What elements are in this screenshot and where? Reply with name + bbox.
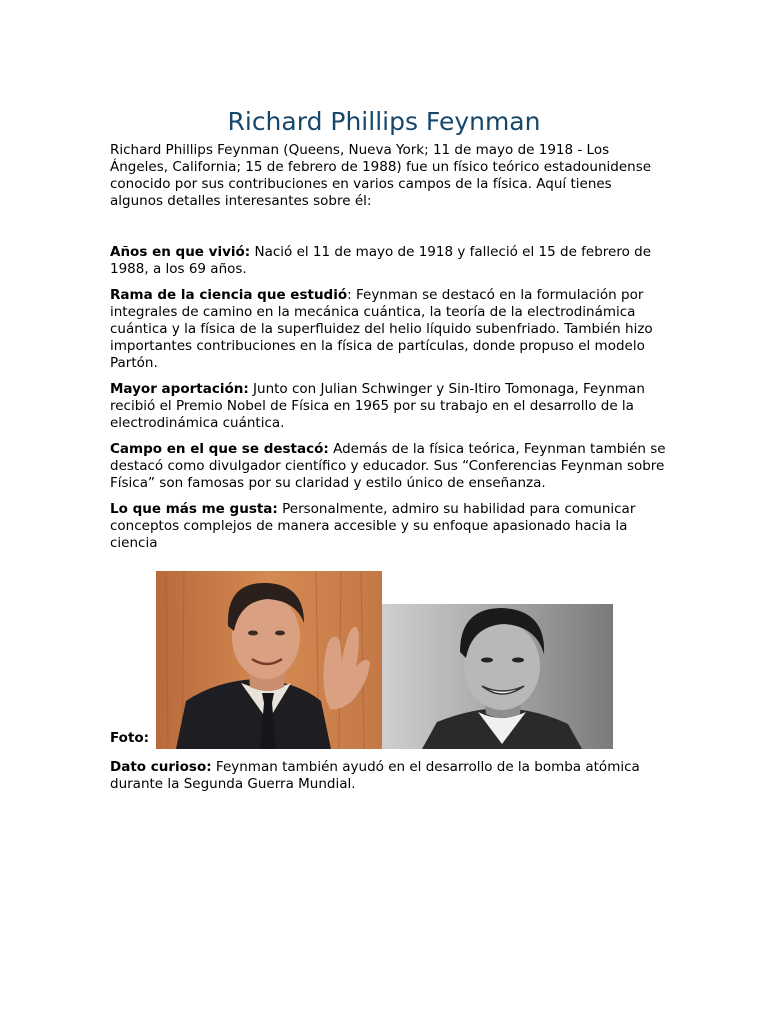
document-body — [110, 142, 666, 802]
section-favorite-text: Personalmente, admiro su habilidad para comunicar conceptos complejos de manera accesible y su enfoque apasionado hacia la ciencia — [110, 501, 636, 551]
photo-row — [110, 561, 666, 747]
fun-fact — [110, 759, 666, 793]
feynman-bw-photo-image — [382, 604, 613, 749]
feynman-color-photo — [156, 571, 382, 749]
photo-label: Foto: — [110, 730, 150, 746]
section-years-text: Nació el 11 de mayo de 1918 y falleció el 15 de febrero de 1988, a los 69 años. — [110, 244, 652, 277]
section-contribution — [110, 381, 666, 432]
section-branch-label: Rama de la ciencia que estudió — [110, 287, 348, 303]
section-branch-text: : Feynman se destacó en la formulación por integrales de camino en la mecánica cuántica, la teoría de la electrodinámica cuántica y la física de la superfluidez del helio líquido subenfriado. También hizo importantes contribuciones en la física de partículas, donde propuso el modelo Partón. — [110, 287, 653, 371]
section-field-label: Campo en el que se destacó: — [110, 441, 329, 457]
feynman-bw-photo — [382, 604, 613, 749]
section-years — [110, 244, 666, 278]
page-title: Richard Phillips Feynman — [227, 107, 541, 136]
section-contribution-label: Mayor aportación: — [110, 381, 249, 397]
section-favorite — [110, 501, 666, 552]
section-contribution-text: Junto con Julian Schwinger y Sin-Itiro Tomonaga, Feynman recibió el Premio Nobel de Física en 1965 por su trabajo en el desarrollo de la electrodinámica cuántica. — [110, 381, 645, 431]
section-branch — [110, 287, 666, 372]
section-favorite-label: Lo que más me gusta: — [110, 501, 278, 517]
section-field-text: Además de la física teórica, Feynman también se destacó como divulgador científico y educador. Sus “Conferencias Feynman sobre Física” son famosas por su claridad y estilo único de enseñanza. — [110, 441, 666, 491]
section-field — [110, 441, 666, 492]
feynman-color-photo-image — [156, 571, 382, 749]
fun-fact-text: Feynman también ayudó en el desarrollo de la bomba atómica durante la Segunda Guerra Mundial. — [110, 759, 640, 792]
section-years-label: Años en que vivió: — [110, 244, 251, 260]
fun-fact-label: Dato curioso: — [110, 759, 212, 775]
intro-paragraph: Richard Phillips Feynman (Queens, Nueva York; 11 de mayo de 1918 - Los Ángeles, California; 15 de febrero de 1988) fue un físico teórico estadounidense conocido por sus contribuciones en varios campos de la física. Aquí tienes algunos detalles interesantes sobre él: — [110, 142, 652, 209]
